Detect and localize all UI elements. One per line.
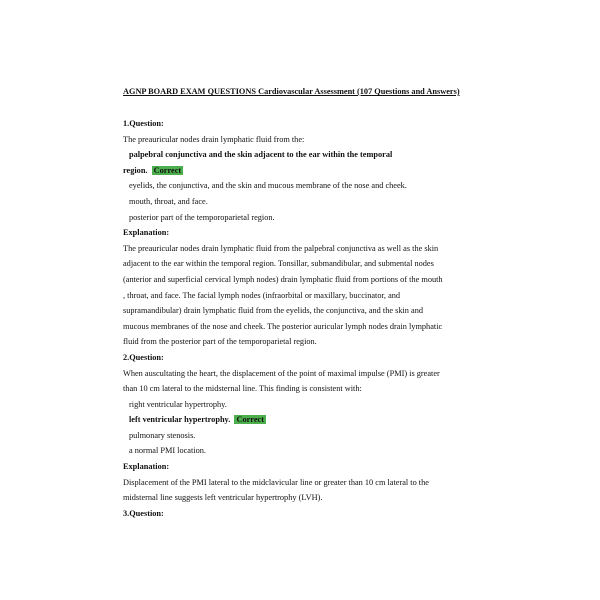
question-1-option: eyelids, the conjunctiva, and the skin and mucous membrane of the nose and cheek. [129, 181, 407, 191]
correct-badge: Correct [153, 165, 182, 175]
question-2-option: pulmonary stenosis. [129, 430, 196, 440]
question-2-correct-option [123, 412, 473, 428]
explanation-2-line: midsternal line suggests left ventricular hypertrophy (LVH). [123, 493, 323, 503]
explanation-1-line: The preauricular nodes drain lymphatic fluid from the palpebral conjunctiva as well as the skin [123, 243, 439, 253]
explanation-1-line: , throat, and face. The facial lymph nodes (infraorbital or maxillary, buccinator, and [123, 290, 401, 300]
explanation-1-line: mucous membranes of the nose and cheek. The posterior auricular lymph nodes drain lymphatic [123, 321, 443, 331]
explanation-1-heading: Explanation: [123, 228, 170, 238]
question-1-stem: The preauricular nodes drain lymphatic fluid from the: [123, 134, 305, 144]
explanation-1-line: adjacent to the ear within the temporal region. Tonsillar, submandibular, and submental nodes [123, 259, 434, 269]
question-2-stem-line2: than 10 cm lateral to the midsternal line. This finding is consistent with: [123, 384, 362, 394]
question-1-correct-option-line2-text: region. [123, 165, 148, 175]
question-1-correct-option-line2 [123, 163, 473, 179]
explanation-1-line: supramandibular) drain lymphatic fluid from the eyelids, the conjunctiva, and the skin and [123, 306, 423, 316]
explanation-1-line: fluid from the posterior part of the temporoparietal region. [123, 337, 317, 347]
spacer [123, 100, 473, 116]
question-1-option: posterior part of the temporoparietal region. [129, 212, 275, 222]
question-2-correct-option-text: left ventricular hypertrophy. [129, 415, 231, 425]
explanation-2-heading: Explanation: [123, 462, 170, 472]
question-1-correct-option-line1: palpebral conjunctiva and the skin adjacent to the ear within the temporal [129, 150, 393, 160]
explanation-1-line: (anterior and superficial cervical lymph nodes) drain lymphatic fluid from portions of the mouth [123, 274, 443, 284]
correct-badge: Correct [236, 415, 264, 425]
question-2-stem-line1: When auscultating the heart, the displacement of the point of maximal impulse (PMI) is greater [123, 368, 440, 378]
document-title: AGNP BOARD EXAM QUESTIONS Cardiovascular Assessment (107 Questions and Answers) [123, 87, 460, 96]
question-1-heading: 1.Question: [123, 119, 164, 128]
question-1-option: mouth, throat, and face. [129, 196, 208, 206]
document-page [123, 84, 473, 521]
question-2-heading: 2.Question: [123, 352, 164, 362]
question-2-option: right ventricular hypertrophy. [129, 399, 227, 409]
explanation-2-line: Displacement of the PMI lateral to the midclavicular line or greater than 10 cm lateral to the [123, 477, 429, 487]
question-3-heading: 3.Question: [123, 508, 164, 518]
question-2-option: a normal PMI location. [129, 446, 206, 456]
